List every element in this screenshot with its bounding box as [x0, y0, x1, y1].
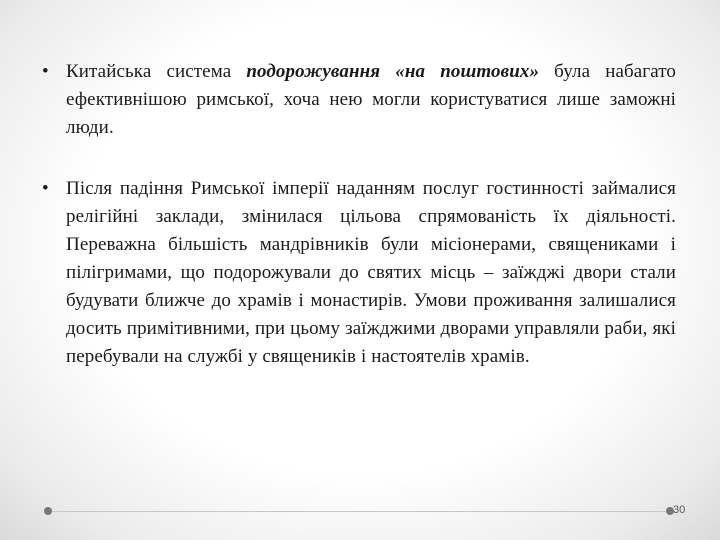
footer-divider — [48, 511, 670, 512]
bullet-item-2 — [42, 175, 676, 371]
footer-left-dot-icon — [44, 507, 52, 515]
bullet-text-1-post: була набагато ефективнішою римської, хоча нею могли користуватися лише заможні люди. — [66, 61, 676, 138]
bullet-dot-icon: • — [42, 61, 49, 82]
bullet-text-1-emphasis: подорожування «на поштових» — [246, 61, 540, 82]
bullet-text-1-pre: Китайська система — [66, 61, 247, 82]
slide-content — [42, 58, 676, 371]
bullet-text-1 — [66, 58, 676, 142]
bullet-item-1 — [42, 58, 676, 142]
bullet-dot-icon: • — [42, 178, 49, 199]
bullet-text-2: Після падіння Римської імперії наданням послуг гостинності займалися релігійні заклади, змінилася цільова спрямованість їх діяльності. Переважна більшість мандрівників були місіонерами, священиками і пілігримами, що подорожували до святих місць – заїжджі двори стали будувати ближче до храмів і монастирів. Умови проживання залишалися досить примітивними, при цьому заїжджими дворами управляли раби, які перебували на службі у священиків і настоятелів храмів. — [66, 178, 676, 367]
page-number: 30 — [673, 504, 686, 516]
